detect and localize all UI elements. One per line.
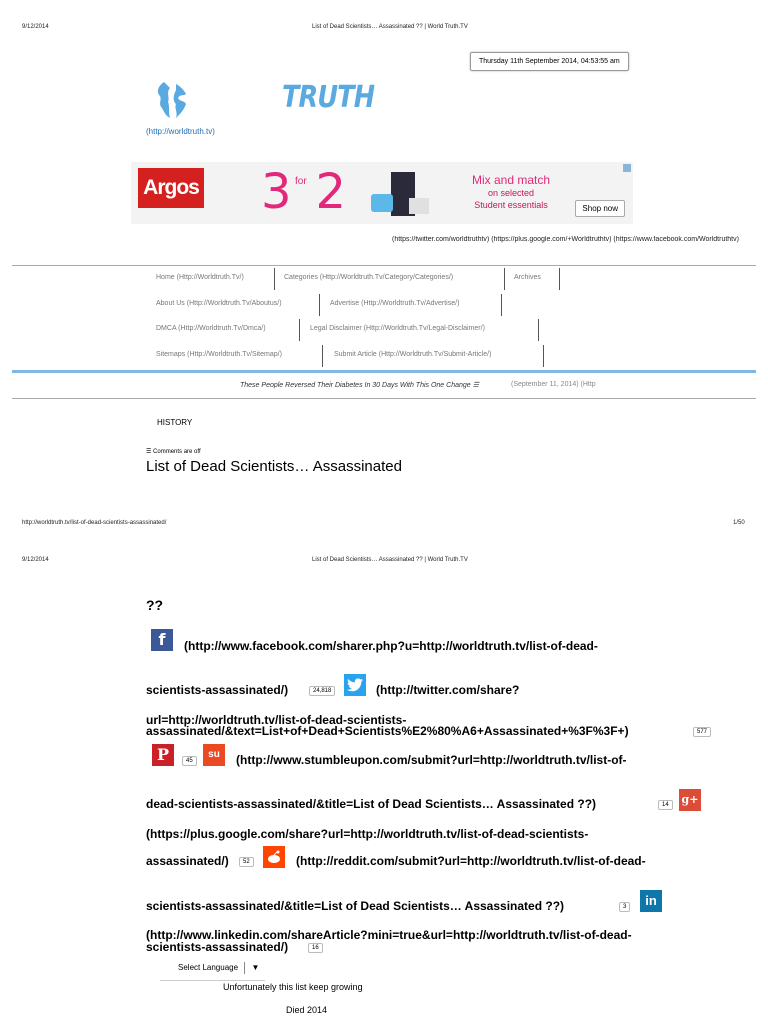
language-select-divider [244,962,245,974]
google-plus-icon[interactable]: g+ [679,789,701,811]
nav-separator [322,345,323,367]
linkedin-share-link[interactable]: (http://www.linkedin.com/shareArticle?mini=true&url=http://worldtruth.tv/list-of-dead- [146,928,632,942]
date-clock: Thursday 11th September 2014, 04:53:55 am [470,52,629,71]
category-label[interactable]: HISTORY [157,418,193,427]
nav-submit[interactable]: Submit Article (Http://Worldtruth.Tv/Submit-Article/) [334,351,492,358]
nav-separator [501,294,502,316]
nav-separator [559,268,560,290]
twitter-icon[interactable] [344,674,366,696]
facebook-share-link[interactable]: (http://www.facebook.com/sharer.php?u=http://worldtruth.tv/list-of-dead- [184,639,598,653]
twitter-share-count: 577 [693,727,711,737]
google-plus-share-link-cont[interactable]: assassinated/) [146,854,229,868]
nav-archives[interactable]: Archives [514,274,541,281]
ad-offer-for: for [295,176,307,187]
logo-link[interactable]: (http://worldtruth.tv) [146,127,215,136]
twitter-share-link[interactable]: (http://twitter.com/share? [376,683,520,697]
ad-offer-3: 3 2 [261,164,347,220]
print-date: 9/12/2014 [22,24,49,30]
facebook-share-count: 24,818 [309,686,335,696]
nav-separator [299,319,300,341]
nav-separator [543,345,544,367]
nav-sitemap[interactable]: Sitemaps (Http://Worldtruth.Tv/Sitemap/) [156,351,282,358]
print-date: 9/12/2014 [22,557,49,563]
facebook-icon[interactable]: f [151,629,173,651]
news-ticker-date[interactable]: (September 11, 2014) (Http [511,381,596,388]
reddit-icon[interactable] [263,846,285,868]
nav-top-border [12,265,756,266]
chevron-down-icon: ▼ [251,963,260,972]
stumbleupon-share-link[interactable]: (http://www.stumbleupon.com/submit?url=http://worldtruth.tv/list-of- [236,753,627,767]
stumbleupon-icon[interactable]: su [203,744,225,766]
reddit-share-link[interactable]: (http://reddit.com/submit?url=http://worldtruth.tv/list-of-dead- [296,854,646,868]
nav-legal[interactable]: Legal Disclaimer (Http://Worldtruth.Tv/Legal-Disclaimer/) [310,325,485,332]
nav-dmca[interactable]: DMCA (Http://Worldtruth.Tv/Dmca/) [156,325,266,332]
ad-brand: Argos [138,168,204,208]
reddit-share-link-cont[interactable]: scientists-assassinated/&title=List of Dead Scientists… Assassinated ??) [146,899,565,913]
nav-bottom-accent [12,370,756,373]
linkedin-share-link-cont[interactable]: scientists-assassinated/) [146,940,289,954]
social-url-strip[interactable]: (https://twitter.com/worldtruthtv) (https://plus.google.com/+Worldtruthtv) (https://www.facebook.com/Worldtruthtv) [392,236,739,243]
adchoices-icon[interactable] [623,164,631,172]
google-plus-share-link[interactable]: (https://plus.google.com/share?url=http://worldtruth.tv/list-of-dead-scientists- [146,827,589,841]
nav-home[interactable]: Home (Http://Worldtruth.Tv/) [156,274,244,281]
died-heading: Died 2014 [286,1005,328,1015]
google-plus-share-count: 52 [239,857,254,867]
pinterest-share-count: 45 [182,756,197,766]
twitter-share-link-cont[interactable]: url=http://worldtruth.tv/list-of-dead-scientists- [146,713,407,727]
stumbleupon-share-count: 14 [658,800,673,810]
pinterest-icon[interactable]: P [152,744,174,766]
nav-categories[interactable]: Categories (Http://Worldtruth.Tv/Category/Categories/) [284,274,454,281]
facebook-share-link-cont[interactable]: scientists-assassinated/) [146,683,289,697]
print-title: List of Dead Scientists… Assassinated ?? | World Truth.TV [312,557,468,563]
reddit-share-count: 3 [619,902,630,912]
article-title: List of Dead Scientists… Assassinated [146,458,402,475]
print-footer-url: http://worldtruth.tv/list-of-dead-scientists-assassinated/ [22,520,167,526]
nav-separator [274,268,275,290]
language-select-label: Select Language [178,963,239,972]
globe-icon[interactable] [150,78,194,122]
ad-product-image [361,172,431,218]
logo-truth[interactable]: TRUTH [282,80,375,115]
stumbleupon-share-link-cont[interactable]: dead-scientists-assassinated/&title=List of Dead Scientists… Assassinated ??) [146,797,597,811]
ad-banner[interactable] [131,162,633,224]
comments-status: ☰ Comments are off [146,449,201,455]
language-select[interactable] [160,956,265,981]
nav-separator [538,319,539,341]
article-title-continued: ?? [146,597,164,613]
print-title: List of Dead Scientists… Assassinated ?? | World Truth.TV [312,24,468,30]
nav-separator [319,294,320,316]
ad-headline: Mix and match on selected Student essentials [471,173,551,210]
nav-advertise[interactable]: Advertise (Http://Worldtruth.Tv/Advertise/) [330,300,460,307]
nav-about[interactable]: About Us (Http://Worldtruth.Tv/Aboutus/) [156,300,282,307]
ad-shop-now-button[interactable]: Shop now [575,200,625,217]
intro-text: Unfortunately this list keep growing [223,982,363,992]
ticker-border [12,398,756,399]
nav-separator [504,268,505,290]
print-footer-page: 1/50 [733,520,745,526]
linkedin-icon[interactable]: in [640,890,662,912]
twitter-share-link-cont2[interactable]: assassinated/&text=List+of+Dead+Scientists%E2%80%A6+Assassinated+%3F%3F+) [146,724,629,738]
news-ticker[interactable]: These People Reversed Their Diabetes In 30 Days With This One Change ☰ [240,382,479,389]
linkedin-share-count: 16 [308,943,323,953]
